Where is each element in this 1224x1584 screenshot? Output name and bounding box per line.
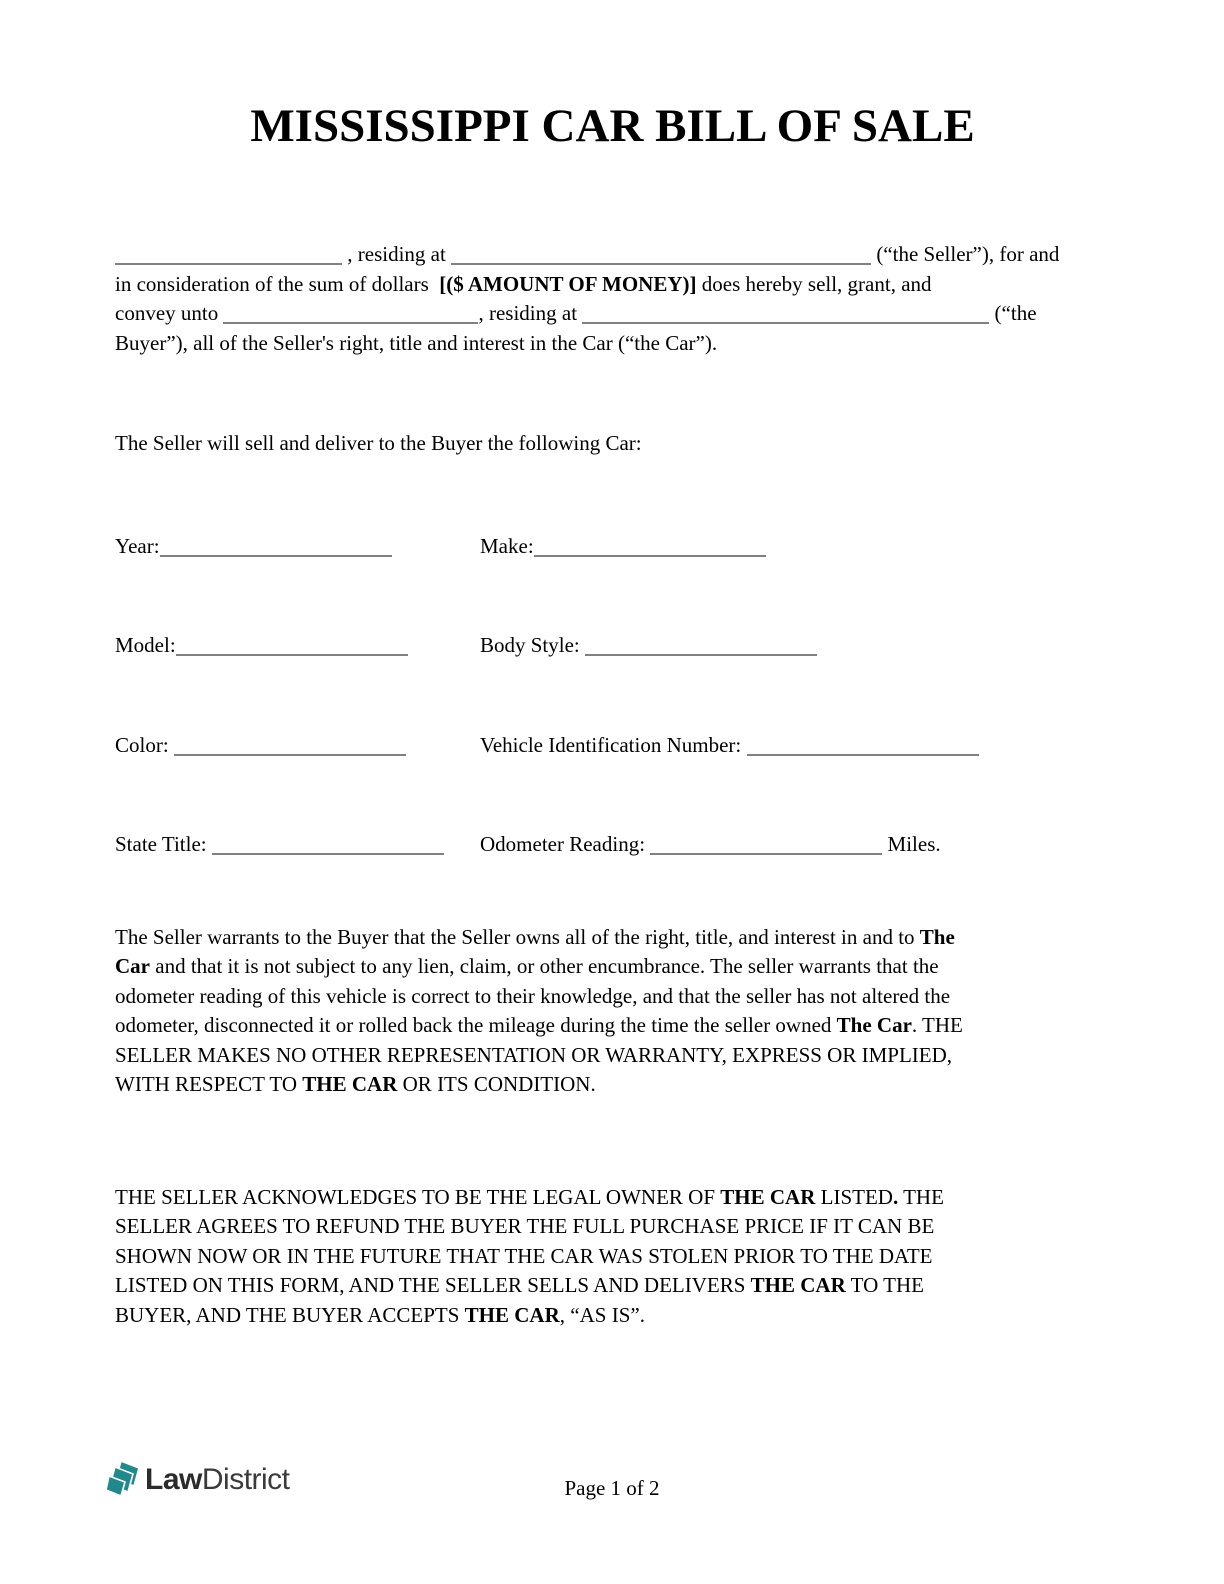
text-run: WITH RESPECT TO <box>115 1072 303 1096</box>
page-indicator: Page 1 of 2 <box>564 1476 660 1500</box>
fill-in-blank[interactable] <box>223 302 478 324</box>
page-title: MISSISSIPPI CAR BILL OF SALE <box>250 100 975 152</box>
text-run: TO THE <box>845 1273 924 1297</box>
vin-label: Vehicle Identification Number: <box>480 732 747 757</box>
vin-field <box>480 731 979 761</box>
body-style-field <box>480 631 817 661</box>
year-label: Year: <box>115 533 160 558</box>
bold-text-run: Car <box>115 954 150 978</box>
fill-in-blank[interactable] <box>582 302 989 324</box>
text-line <box>115 1041 1110 1071</box>
color-field <box>115 731 480 761</box>
text-run: , residing at <box>478 301 583 325</box>
warranty-paragraph <box>115 923 1110 1100</box>
brand-district: District <box>201 1463 290 1496</box>
year-blank[interactable] <box>160 535 392 557</box>
text-run: does hereby sell, grant, and <box>696 271 932 296</box>
odometer-field <box>480 830 941 860</box>
text-run: SELLER AGREES TO REFUND THE BUYER THE FULL PURCHASE PRICE IF IT CAN BE <box>115 1214 935 1238</box>
make-field <box>480 532 766 562</box>
odometer-suffix: Miles. <box>882 832 941 856</box>
state-title-label: State Title: <box>115 832 212 856</box>
acknowledgement-paragraph <box>115 1183 1110 1331</box>
make-label: Make: <box>480 533 534 558</box>
text-line <box>115 1070 1110 1100</box>
text-line <box>115 299 1110 329</box>
text-run: THE SELLER ACKNOWLEDGES TO BE THE LEGAL OWNER OF <box>115 1184 721 1209</box>
text-run: , “AS IS”. <box>559 1302 645 1327</box>
text-run: in consideration of the sum of dollars <box>115 271 440 296</box>
make-blank[interactable] <box>534 535 766 557</box>
text-line <box>115 329 1110 359</box>
text-line <box>115 1242 1110 1272</box>
text-line <box>115 982 1110 1012</box>
color-blank[interactable] <box>174 734 406 756</box>
text-run: (“the <box>989 301 1037 325</box>
intro-paragraph <box>115 240 1110 358</box>
vin-blank[interactable] <box>747 734 979 756</box>
text-run: and that it is not subject to any lien, claim, or other encumbrance. The seller warrants that the <box>150 954 939 978</box>
color-label: Color: <box>115 732 174 757</box>
text-line <box>115 1212 1110 1242</box>
state-title-field <box>115 830 480 860</box>
text-run: THE <box>898 1184 944 1209</box>
odometer-blank[interactable] <box>650 833 882 855</box>
text-run: (“the Seller”), for and <box>871 242 1060 266</box>
bold-text-run: THE CAR <box>720 1184 816 1209</box>
text-line <box>115 1011 1110 1041</box>
model-label: Model: <box>115 633 176 657</box>
odometer-label: Odometer Reading: <box>480 832 651 856</box>
text-run: BUYER, AND THE BUYER ACCEPTS <box>115 1302 465 1327</box>
bold-text-run: THE CAR <box>302 1072 398 1096</box>
text-run: OR ITS CONDITION. <box>397 1072 596 1096</box>
text-run: convey unto <box>115 301 224 325</box>
vehicle-intro-line: The Seller will sell and deliver to the Buyer the following Car: <box>115 431 642 455</box>
text-run: SELLER MAKES NO OTHER REPRESENTATION OR WARRANTY, EXPRESS OR IMPLIED, <box>115 1042 953 1067</box>
text-run: LISTED ON THIS FORM, AND THE SELLER SELLS AND DELIVERS <box>115 1273 751 1297</box>
text-line <box>115 1271 1110 1301</box>
text-line <box>115 952 1110 982</box>
bold-text-run: THE CAR <box>750 1273 846 1297</box>
field-row-model-bodystyle <box>115 631 1110 661</box>
page-footer <box>0 1458 1224 1528</box>
bold-text-run: The <box>919 924 955 949</box>
bold-text-run: THE CAR <box>464 1302 560 1327</box>
model-blank[interactable] <box>176 634 408 656</box>
text-line <box>115 270 1110 300</box>
year-field <box>115 532 480 562</box>
field-row-color-vin <box>115 731 1110 761</box>
field-row-year-make <box>115 532 1110 562</box>
text-run: SHOWN NOW OR IN THE FUTURE THAT THE CAR WAS STOLEN PRIOR TO THE DATE <box>115 1243 933 1268</box>
text-run: The Seller warrants to the Buyer that the Seller owns all of the right, title, and interest in and to <box>115 924 920 949</box>
text-run: LISTED <box>815 1184 893 1209</box>
bold-text-run: [($ AMOUNT OF MONEY)] <box>439 271 697 296</box>
text-line <box>115 1301 1110 1331</box>
bold-text-run: The Car <box>836 1013 912 1037</box>
fill-in-blank[interactable] <box>115 243 342 265</box>
bold-text-run: . <box>892 1184 899 1209</box>
text-run: Buyer”), all of the Seller's right, title and interest in the Car (“the Car”). <box>115 330 718 355</box>
text-run: odometer, disconnected it or rolled back the mileage during the time the seller owned <box>115 1013 837 1037</box>
field-row-statetitle-odometer <box>115 830 1110 860</box>
state-title-blank[interactable] <box>212 833 444 855</box>
text-run: odometer reading of this vehicle is correct to their knowledge, and that the seller has not altered the <box>115 983 951 1008</box>
model-field <box>115 631 480 661</box>
fill-in-blank[interactable] <box>451 243 871 265</box>
text-line <box>115 923 1110 953</box>
text-run: . THE <box>911 1013 963 1037</box>
brand-law: Law <box>145 1463 202 1496</box>
text-run: , residing at <box>342 242 452 266</box>
text-line <box>115 240 1110 270</box>
body-style-blank[interactable] <box>585 634 817 656</box>
text-line <box>115 1183 1110 1213</box>
body-style-label: Body Style: <box>480 633 586 657</box>
